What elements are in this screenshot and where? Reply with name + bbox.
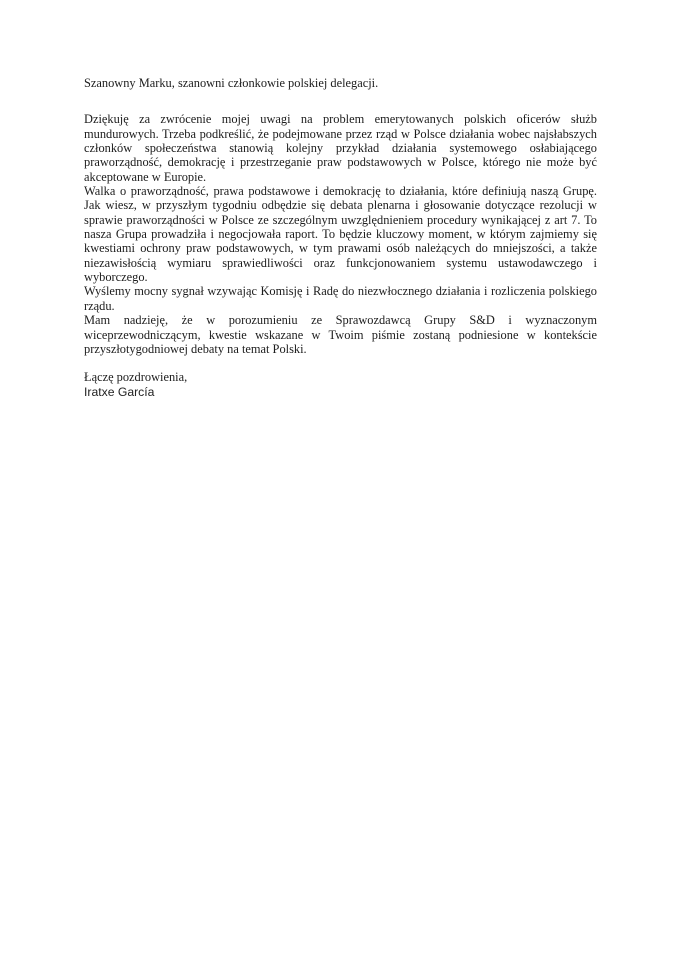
body-paragraph: Wyślemy mocny sygnał wzywając Komisję i Radę do niezwłocznego działania i rozliczenia polskiego rządu. xyxy=(84,284,597,313)
signature-name: Iratxe García xyxy=(84,384,155,399)
body-paragraph: Mam nadzieję, że w porozumieniu ze Sprawozdawcą Grupy S&D i wyznaczonym wiceprzewodniczącym, kwestie wskazane w Twoim piśmie zostaną podniesione w kontekście przyszłotygodniowej debaty na temat Polski. xyxy=(84,313,597,356)
closing-line: Łączę pozdrowienia, xyxy=(84,370,188,385)
letter-body xyxy=(84,76,597,399)
body-paragraph: Walka o praworządność, prawa podstawowe i demokrację to działania, które definiują naszą Grupę. Jak wiesz, w przyszłym tygodniu odbędzie się debata plenarna i głosowanie dotyczące rezolucji w sprawie praworządności w Polsce ze szczególnym uwzględnieniem procedury wynikającej z art 7. To nasza Grupa prowadziła i negocjowała raport. To będzie kluczowy moment, w którym zajmiemy się kwestiami ochrony praw podstawowych, w tym prawami osób należących do mniejszości, a także niezawisłością wymiaru sprawiedliwości oraz funkcjonowaniem systemu ustawodawczego i wyborczego. xyxy=(84,184,597,285)
body-paragraph: Dziękuję za zwrócenie mojej uwagi na problem emerytowanych polskich oficerów służb mundurowych. Trzeba podkreślić, że podejmowane przez rząd w Polsce działania wobec najsłabszych członków społeczeństwa stanowią kolejny przykład działania systemowego osłabiającego praworządność, demokrację i przestrzeganie praw podstawowych w Polsce, którego nie może być akceptowane w Europie. xyxy=(84,112,597,184)
salutation-line: Szanowny Marku, szanowni członkowie polskiej delegacji. xyxy=(84,76,379,90)
